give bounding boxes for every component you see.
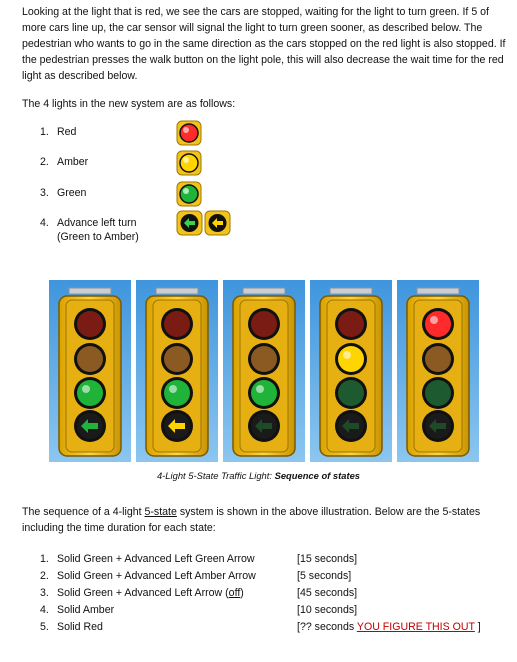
state-duration: [5 seconds] xyxy=(297,570,352,582)
light-label: Advance left turn xyxy=(57,217,137,229)
state-description: Solid Red xyxy=(57,621,103,633)
amber-lamp xyxy=(77,346,103,372)
red-lamp xyxy=(338,311,364,337)
list-item-green xyxy=(40,187,86,199)
green-lamp xyxy=(164,380,190,406)
red-light-icon xyxy=(176,120,202,149)
green-light-icon xyxy=(176,181,202,210)
green-lamp xyxy=(251,380,277,406)
amber-lamp xyxy=(425,346,451,372)
figure-caption xyxy=(0,470,517,481)
list-number: 3. xyxy=(40,587,49,599)
state-duration: [15 seconds] xyxy=(297,553,358,565)
state-item xyxy=(40,604,358,616)
list-item-red xyxy=(40,126,76,138)
state-item xyxy=(40,570,352,582)
state-description: Solid Green + Advanced Left Green Arrow xyxy=(57,553,255,565)
state-duration: [45 seconds] xyxy=(297,587,358,599)
traffic-light-state-5 xyxy=(397,280,479,462)
caption-prefix: 4-Light 5-State Traffic Light: xyxy=(156,470,275,481)
intro-paragraph: Looking at the light that is red, we see the cars are stopped, waiting for the light to turn green. If 5 of more cars line up, the car sensor will signal the light to turn green sooner, as described below. The pedestrian who wants to go in the same direction as the cars stopped on the red light is also stopped. If the pedestrian presses the walk button on the light pole, this will also decrease the wait time for the red light as described below. xyxy=(22,6,506,82)
light-sublabel: (Green to Amber) xyxy=(57,231,139,243)
duration-highlight: YOU FIGURE THIS OUT xyxy=(356,621,475,633)
sequence-paragraph xyxy=(22,504,502,536)
sequence-underlined: 5-state xyxy=(144,506,177,518)
list-number: 2. xyxy=(40,156,49,168)
traffic-light-state-3 xyxy=(223,280,305,462)
green-lamp xyxy=(425,380,451,406)
red-lamp xyxy=(164,311,190,337)
duration-prefix: [?? seconds xyxy=(297,621,357,633)
state-description: Solid Green + Advanced Left Amber Arrow xyxy=(57,570,256,582)
list-number: 4. xyxy=(40,604,49,616)
state-item xyxy=(40,621,481,633)
desc-underlined: off xyxy=(228,587,241,599)
sequence-text-1: The sequence of a 4-light xyxy=(22,506,145,518)
amber-light-icon xyxy=(176,150,202,179)
light-label: Red xyxy=(57,126,77,138)
desc-suffix: ) xyxy=(240,587,244,599)
traffic-light-state-1 xyxy=(49,280,131,462)
state-description: Solid Amber xyxy=(57,604,115,616)
amber-lamp xyxy=(164,346,190,372)
list-number: 1. xyxy=(40,126,49,138)
list-number: 2. xyxy=(40,570,49,582)
lights-intro: The 4 lights in the new system are as follows: xyxy=(22,98,236,110)
traffic-light-sequence-illustration xyxy=(49,280,479,462)
list-item-amber xyxy=(40,156,88,168)
state-item xyxy=(40,587,358,599)
state-item xyxy=(40,553,358,565)
sequence-text-2: system is shown in the above illustration. Below are the 5-states including the time duration for each state: xyxy=(22,506,481,534)
red-lamp xyxy=(251,311,277,337)
red-lamp xyxy=(77,311,103,337)
left-arrow-light-icons xyxy=(176,210,232,239)
traffic-light-state-2 xyxy=(136,280,218,462)
list-number: 1. xyxy=(40,553,49,565)
light-label: Amber xyxy=(57,156,89,168)
state-duration: [10 seconds] xyxy=(297,604,358,616)
red-lamp xyxy=(425,311,451,337)
green-lamp xyxy=(338,380,364,406)
list-number: 5. xyxy=(40,621,49,633)
list-item-advance-left xyxy=(40,217,139,243)
amber-lamp xyxy=(338,346,364,372)
light-label: Green xyxy=(57,187,87,199)
amber-lamp xyxy=(251,346,277,372)
list-number: 4. xyxy=(40,217,49,229)
caption-bold: Sequence of states xyxy=(274,470,361,481)
state-duration xyxy=(297,621,481,633)
list-number: 3. xyxy=(40,187,49,199)
duration-suffix: ] xyxy=(474,621,481,633)
green-lamp xyxy=(77,380,103,406)
traffic-light-state-4 xyxy=(310,280,392,462)
state-description xyxy=(57,587,244,599)
desc-prefix: Solid Green + Advanced Left Arrow ( xyxy=(57,587,229,599)
